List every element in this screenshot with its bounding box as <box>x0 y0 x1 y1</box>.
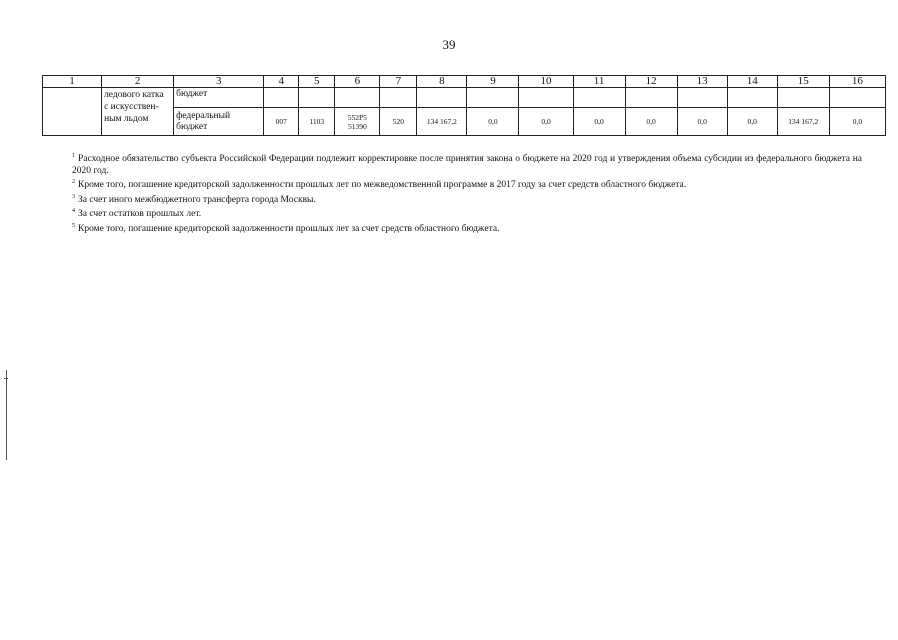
column-number: 4 <box>264 76 299 88</box>
empty-cell <box>43 88 102 136</box>
footnote-mark: 3 <box>72 193 75 200</box>
expense-type-cell: 520 <box>380 108 417 136</box>
funding-source-line: бюджет <box>176 121 208 132</box>
column-number: 14 <box>727 76 777 88</box>
column-number: 1 <box>43 76 102 88</box>
object-name-line: с искусствен- <box>104 102 159 112</box>
scan-edge-line <box>6 370 7 460</box>
object-name-line: ледового катка <box>104 90 164 100</box>
column-number: 5 <box>299 76 335 88</box>
column-number: 9 <box>467 76 519 88</box>
value-cell: 134 167,2 <box>417 108 467 136</box>
ministry-code-cell: 007 <box>264 108 299 136</box>
column-number: 10 <box>519 76 573 88</box>
empty-cell <box>519 88 573 108</box>
column-number: 7 <box>380 76 417 88</box>
target-article-line: 552P5 <box>347 112 367 122</box>
column-number: 15 <box>777 76 829 88</box>
value-cell: 0,0 <box>677 108 727 136</box>
object-name-cell <box>102 88 174 136</box>
empty-cell <box>573 88 625 108</box>
column-number: 16 <box>829 76 885 88</box>
empty-cell <box>777 88 829 108</box>
object-name-line: ным льдом <box>104 114 149 124</box>
value-cell: 134 167,2 <box>777 108 829 136</box>
footnote <box>72 177 862 192</box>
value-cell: 0,0 <box>519 108 573 136</box>
column-number: 2 <box>102 76 174 88</box>
target-article-cell <box>335 108 380 136</box>
footnote-mark: 4 <box>72 208 75 214</box>
funding-source-cell <box>174 108 264 136</box>
section-code-cell: 1103 <box>299 108 335 136</box>
funding-source-cell: бюджет <box>174 88 264 108</box>
column-number: 11 <box>573 76 625 88</box>
empty-cell <box>417 88 467 108</box>
column-number-row <box>43 76 886 88</box>
footnote-mark: 5 <box>72 222 75 229</box>
scan-edge-tick <box>4 378 8 379</box>
value-cell: 0,0 <box>467 108 519 136</box>
funding-source-line: федеральный <box>176 110 231 121</box>
footnote-text: Расходное обязательство субъекта Российской Федерации подлежит корректировке после принятия закона о бюджете на 2020 год и утверждения объема субсидии из федерального бюджета на 2020 год. <box>72 154 862 176</box>
column-number: 3 <box>174 76 264 88</box>
empty-cell <box>829 88 885 108</box>
empty-cell <box>677 88 727 108</box>
footnotes <box>72 151 862 235</box>
empty-cell <box>264 88 299 108</box>
empty-cell <box>380 88 417 108</box>
footnote-mark: 1 <box>72 153 75 159</box>
page-number: 39 <box>442 37 456 52</box>
empty-cell <box>299 88 335 108</box>
footnote <box>72 192 862 207</box>
value-cell: 0,0 <box>829 108 885 136</box>
footnote-mark: 2 <box>72 179 75 185</box>
budget-table <box>42 75 886 136</box>
footnote-text: За счет остатков прошлых лет. <box>78 209 202 219</box>
footnote <box>72 206 862 221</box>
value-cell: 0,0 <box>573 108 625 136</box>
footnote-text: За счет иного межбюджетного трансферта города Москвы. <box>78 194 316 205</box>
footnote <box>72 151 862 177</box>
value-cell: 0,0 <box>625 108 677 136</box>
value-cell: 0,0 <box>727 108 777 136</box>
column-number: 8 <box>417 76 467 88</box>
target-article-line: 51390 <box>347 121 367 131</box>
column-number: 13 <box>677 76 727 88</box>
column-number: 12 <box>625 76 677 88</box>
footnote-text: Кроме того, погашение кредиторской задолженности прошлых лет по межведомственной программе в 2017 году за счет средств областного бюджета. <box>78 180 687 190</box>
empty-cell <box>467 88 519 108</box>
column-number: 6 <box>335 76 380 88</box>
empty-cell <box>625 88 677 108</box>
empty-cell <box>727 88 777 108</box>
empty-cell <box>335 88 380 108</box>
footnote <box>72 221 862 236</box>
table-row <box>43 88 886 108</box>
footnote-text: Кроме того, погашение кредиторской задолженности прошлых лет за счет средств областного бюджета. <box>78 223 500 234</box>
